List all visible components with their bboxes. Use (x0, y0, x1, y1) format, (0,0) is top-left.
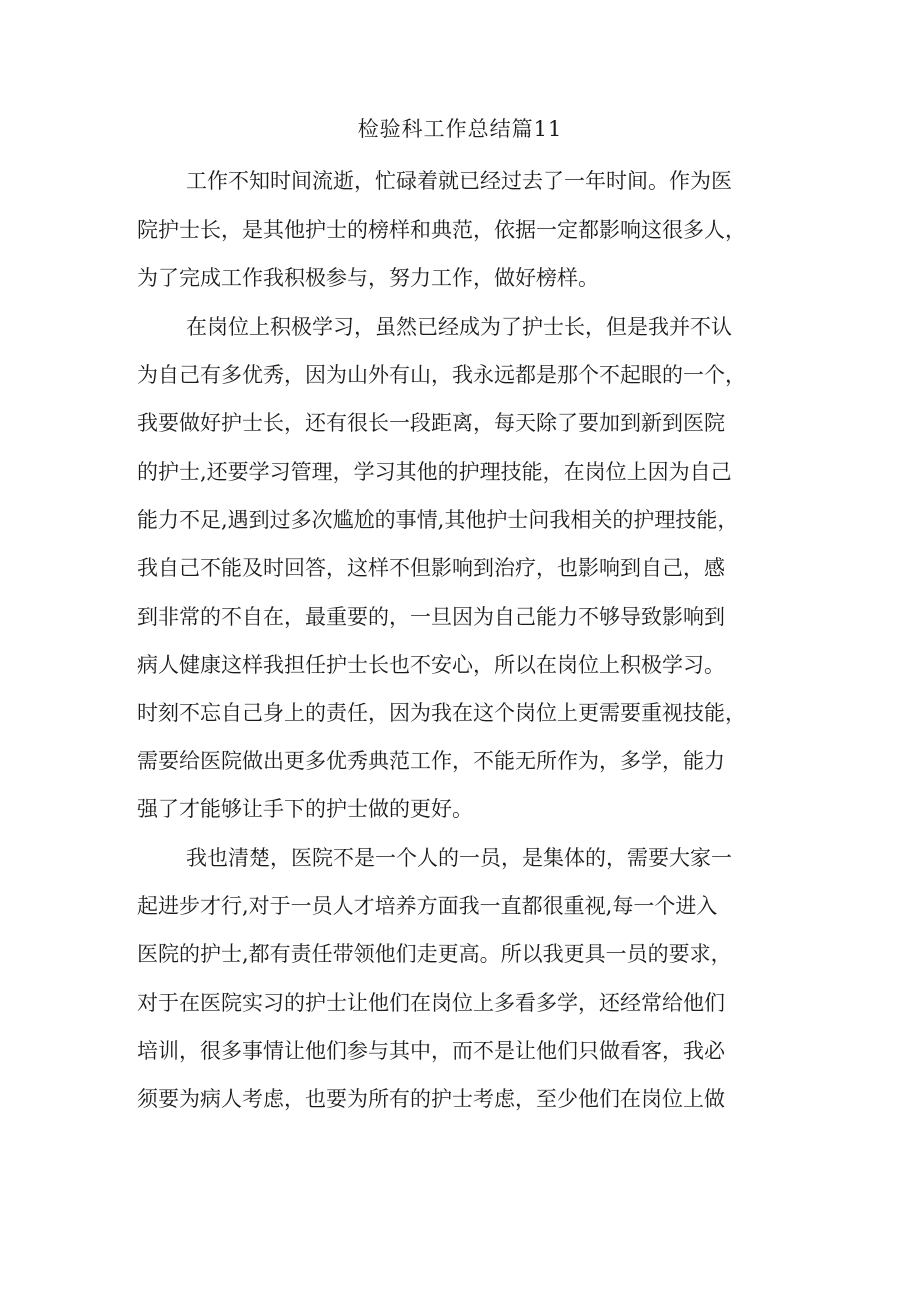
paragraph-2-line-1: 在岗位上积极学习，虽然已经成为了护士长，但是我并不认 (186, 315, 732, 339)
paragraph-2-line-6: 我自己不能及时回答，这样不但影响到治疗，也影响到自己，感 (137, 556, 725, 580)
paragraph-2-line-7: 到非常的不自在，最重要的，一旦因为自己能力不够导致影响到 (137, 605, 725, 629)
paragraph-2-line-4: 的护士,还要学习管理，学习其他的护理技能，在岗位上因为自己 (137, 460, 732, 484)
paragraph-3-line-3: 医院的护士,都有责任带领他们走更高。所以我更具一员的要求， (137, 942, 732, 966)
paragraph-2-line-2: 为自己有多优秀，因为山外有山，我永远都是那个不起眼的一个， (137, 363, 746, 387)
paragraph-2-line-9: 时刻不忘自己身上的责任，因为我在这个岗位上更需要重视技能， (137, 701, 746, 725)
document-title: 检验科工作总结篇11 (357, 117, 563, 141)
paragraph-2-line-10: 需要给医院做出更多优秀典范工作，不能无所作为，多学，能力 (137, 749, 725, 773)
paragraph-2-line-5: 能力不足,遇到过多次尴尬的事情,其他护士问我相关的护理技能， (137, 508, 739, 532)
paragraph-3-line-1: 我也清楚，医院不是一个人的一员，是集体的，需要大家一 (186, 846, 732, 870)
paragraph-3-line-6: 须要为病人考虑，也要为所有的护士考虑，至少他们在岗位上做 (137, 1087, 725, 1111)
paragraph-2-line-11: 强了才能够让手下的护士做的更好。 (137, 797, 473, 821)
paragraph-1-line-1: 工作不知时间流逝，忙碌着就已经过去了一年时间。作为医 (186, 169, 732, 193)
paragraph-2-line-3: 我要做好护士长，还有很长一段距离，每天除了要加到新到医院 (137, 411, 725, 435)
paragraph-1-line-2: 院护士长，是其他护士的榜样和典范，依据一定都影响这很多人， (137, 218, 746, 242)
paragraph-1-line-3: 为了完成工作我积极参与，努力工作，做好榜样。 (137, 266, 599, 290)
paragraph-3-line-4: 对于在医院实习的护士让他们在岗位上多看多学，还经常给他们 (137, 991, 725, 1015)
paragraph-2-line-8: 病人健康这样我担任护士长也不安心，所以在岗位上积极学习。 (137, 653, 725, 677)
paragraph-3-line-2: 起进步才行,对于一员人才培养方面我一直都很重视,每一个进入 (137, 894, 718, 918)
paragraph-3-line-5: 培训，很多事情让他们参与其中，而不是让他们只做看客，我必 (137, 1039, 725, 1063)
